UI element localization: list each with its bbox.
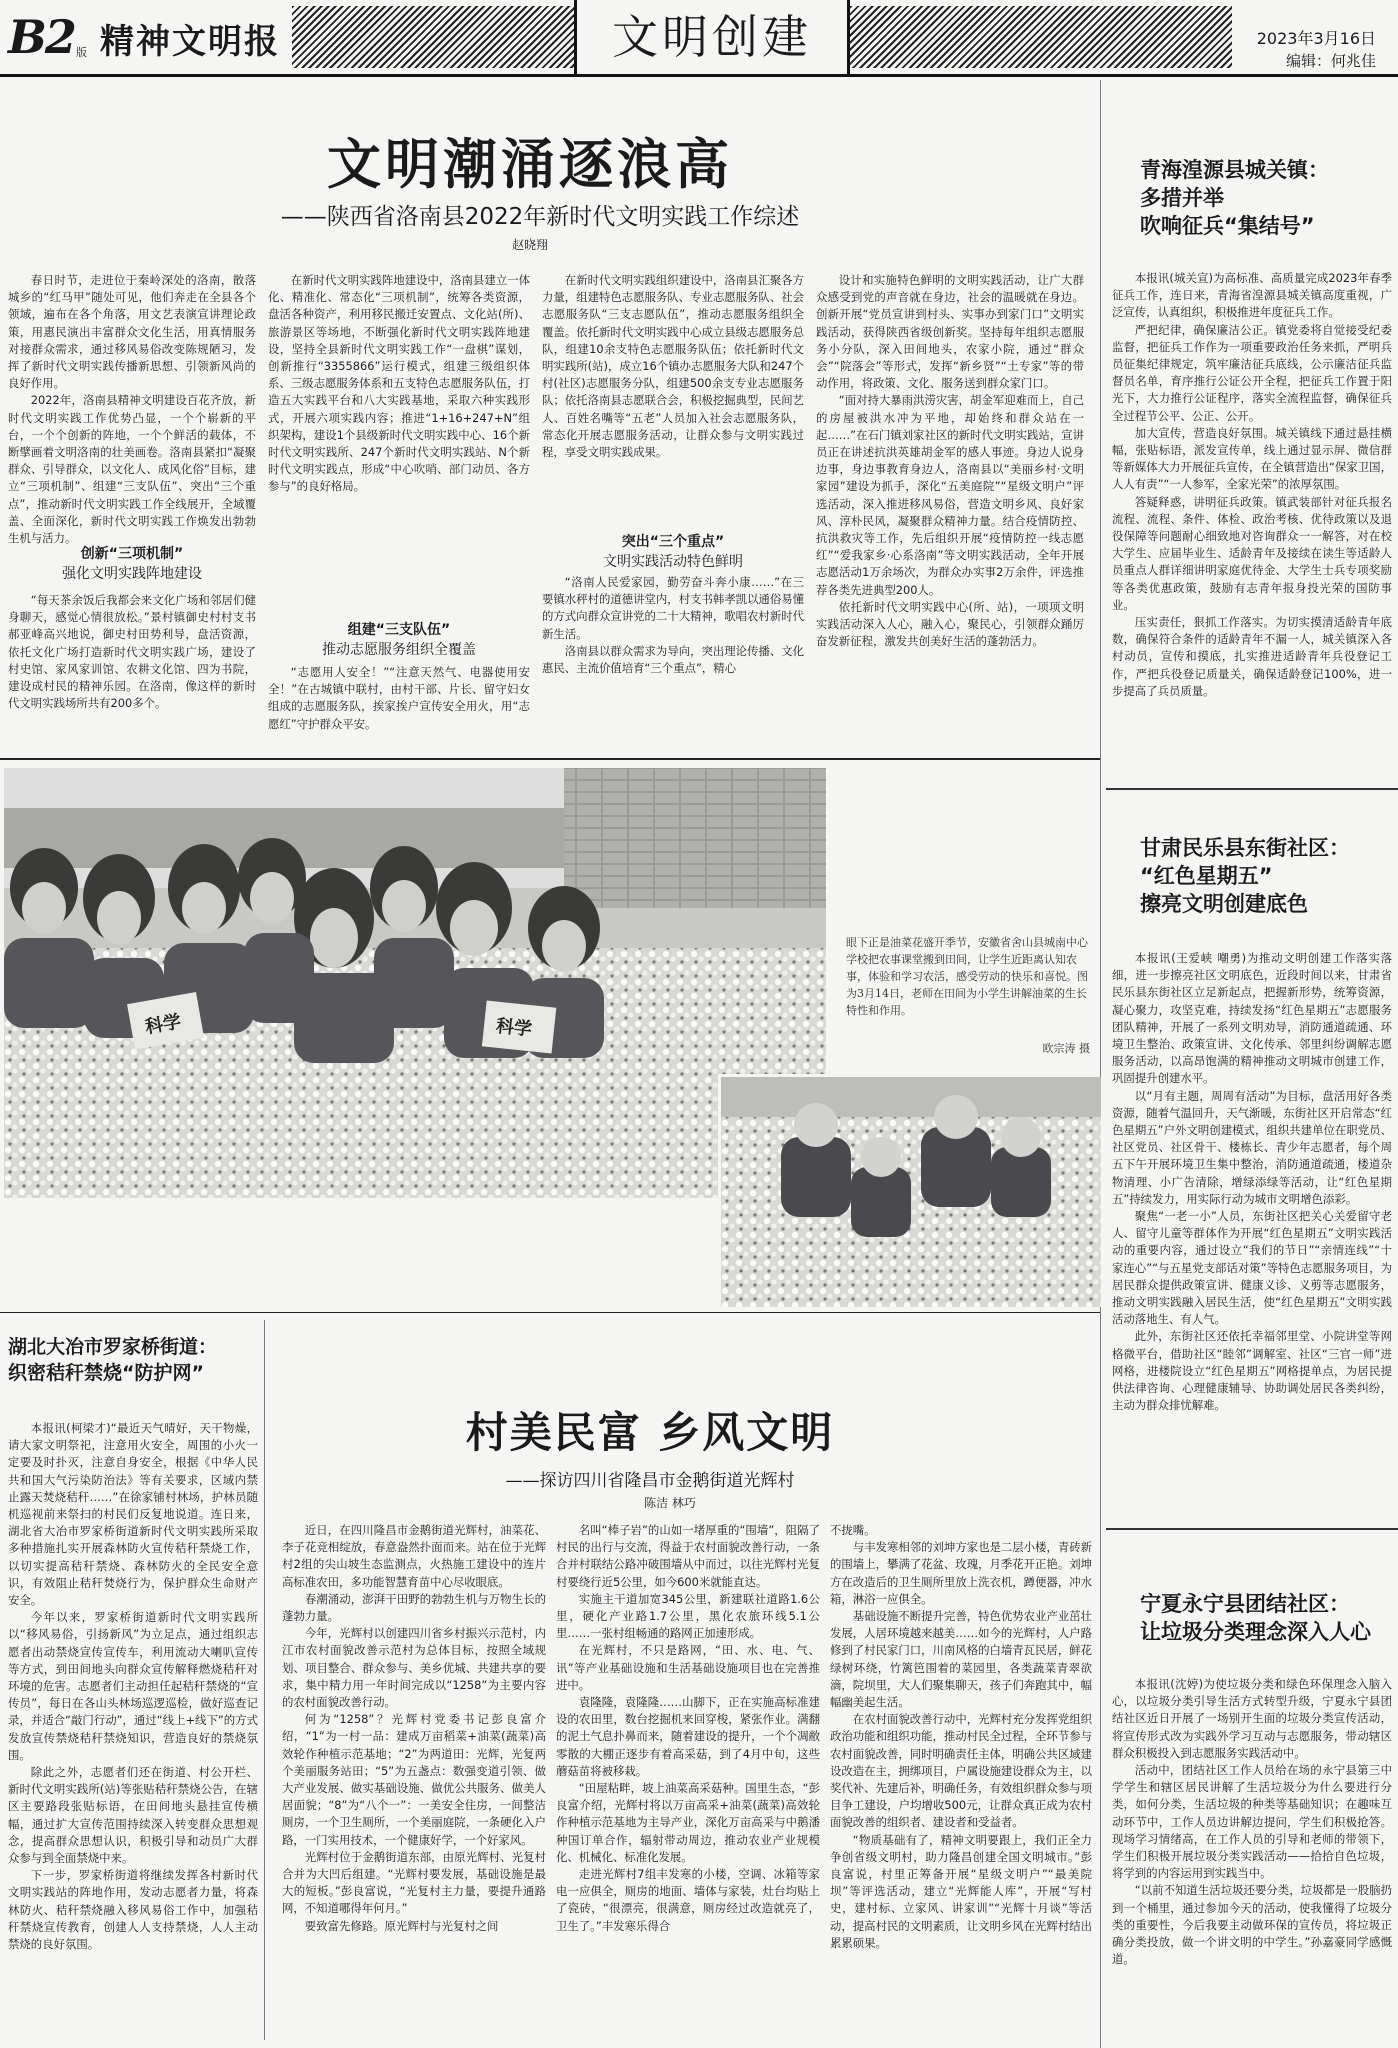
paragraph: 实施主干道加宽345公里，新建联社道路1.6公里，硬化产业路1.7公里，黑化农旅环线5.1公里……一张村组畅通的路网正加速形成。 xyxy=(556,1591,820,1641)
feature1-subhead-1 xyxy=(8,544,256,584)
feature2-column-1 xyxy=(282,1522,546,2042)
header-hatch-right xyxy=(850,6,1232,68)
paragraph: 本报讯(城关宣)为高标准、高质量完成2023年春季征兵工作，连日来，青海省湟源县城关镇高度重视，广泛宣传，认真组织，积极推进年度征兵工作。 xyxy=(1112,271,1392,320)
paragraph: 名叫“棒子岩”的山如一堵厚重的“围墙”，阻隔了村民的出行与交流，得益于农村面貌改善行动，一条合并村联结公路冲破围墙从中而过，以往光辉村光复村要绕行近5公里，如今600米就能直达。 xyxy=(556,1523,820,1589)
paragraph: 要致富先修路。原光辉村与光复村之间 xyxy=(304,1918,499,1933)
subhead-line: 突出“三个重点” xyxy=(621,534,725,550)
side2-headline xyxy=(1140,834,1390,918)
photo-top-rule xyxy=(0,758,1100,760)
paragraph: 光辉村位于金鹅街道东部，由原光辉村、光复村合并为大凹后组建。“光辉村要发展，基础设施是最大的短板。”彭良富说，“光复村主力量，要提升通路网，不知道哪得年何月。” xyxy=(282,1849,546,1916)
issue-date: 2023年3月16日 xyxy=(1256,29,1376,48)
inset-photo xyxy=(718,1074,1098,1304)
paragraph: 本报讯(王爱峡 嘲勇)为推动文明创建工作落实落细，进一步擦亮社区文明底色，近段时间以来，甘肃省民乐县东街社区立足新起点，把握新形势，统筹资源，凝心聚力，攻坚克难，持续发扬“红色星期五”志愿服务团队精神，开展了一系列文明劝导，消防通道疏通、环境卫生整治、政策宣讲、文化传承、邻里纠纷调解志愿服务活动，以高昂饱满的精神推动文明城市创建工作，巩固提升创建水平。 xyxy=(1112,951,1392,1086)
paragraph: “洛南人民爱家园，勤劳奋斗奔小康……”在三要镇水秤村的道德讲堂内，村支书韩孝凯以通俗易懂的方式向群众宣讲党的二十大精神，歌唱农村新时代新生活。 xyxy=(542,575,804,641)
sidebar-rule xyxy=(1106,788,1398,790)
paragraph: 本报讯(沈婷)为使垃圾分类和绿色环保理念入脑入心，以垃圾分类引导生活方式转型升级，宁夏永宁县团结社区近日开展了一场别开生面的垃圾分类宣传活动，将宣传形式改为实践外学习互动与志愿服务，带动辖区群众积极投入到志愿服务实践活动中。 xyxy=(1112,1677,1392,1760)
sidebar-rule xyxy=(1106,1528,1398,1530)
paragraph: 依托新时代文明实践中心(所、站)，一项项文明实践活动深入人心，融入心，聚民心，引领群众踊厉奋发新征程，激发共创美好生活的蓬勃活力。 xyxy=(816,599,1084,649)
feature2-byline: 陈洁 林巧 xyxy=(644,1496,696,1510)
sidebar-divider xyxy=(1100,80,1101,2048)
feature1-byline: 赵晓翔 xyxy=(511,238,548,252)
page-number: B2 xyxy=(8,10,75,64)
masthead: 精神文明报 xyxy=(100,22,280,62)
paragraph: 今年，光辉村以创建四川省乡村振兴示范村，内江市农村面貌改善示范村为总体目标，按照全域规划、项目整合、群众参与、美乡优城、共建共享的要求，集中精力用一年时间完成以“1258”为主要内容的农村面貌改善行动。 xyxy=(282,1626,546,1710)
paragraph: 此外，东街社区还依托幸福邻里堂、小院讲堂等网格微平台，借助社区“睦邻”调解室、社区“三官一师”进网格，进楼院设立“红色星期五”网格提单点，为居民提供法律咨询、心理健康辅导、协助调处居民各类纠纷，主动为群众排忧解难。 xyxy=(1112,1329,1392,1413)
column-divider xyxy=(264,1320,265,2040)
feature2-column-3 xyxy=(830,1522,1092,2042)
page-header xyxy=(0,0,1398,80)
subhead-line: 文明实践活动特色鲜明 xyxy=(603,554,743,570)
paragraph: 近日，在四川隆昌市金鹅街道光辉村，油菜花、李子花竞相绽放，春意盎然扑面而来。站在位于光辉村2组的尖山坡生态监测点，火热施工建设中的连片高标准农田，多功能智慧育苗中心尽收眼底。 xyxy=(282,1523,546,1589)
paragraph: “每天茶余饭后我都会来文化广场和邻居们健身聊天，感觉心情很放松。”景村镇御史村村支书郝亚峰高兴地说，御史村田势利导，盘活资源，依托文化广场打造新时代文明实践广场，建设了村史馆、家风家训馆、农耕文化馆、四为书院，建设成村民的精神乐园。在洛南，像这样的新时代文明实践场所共有200多个。 xyxy=(8,593,256,711)
headline-line: 甘肃民乐县东街社区： xyxy=(1140,836,1350,860)
paragraph: 本报讯(柯梁才)“最近天气晴好，天干物燥，请大家文明祭祀，注意用火安全，周围的小火一定要及时扑灭，注意自身安全，根据《中华人民共和国大气污染防治法》等有关要求，区域内禁止露天焚烧秸秆……”在徐家铺村林场，护林员随机巡视前来祭扫的村民们反复地说道。连日来，湖北省大冶市罗家桥街道新时代文明实践所采取多种措施扎实开展森林防火宣传秸秆禁烧工作，以切实提高秸秆禁烧、森林防火的全民安全意识，有效阻止秸秆焚烧行为，保护群众生命财产安全。 xyxy=(8,1421,258,1608)
paragraph: 2022年，洛南县精神文明建设百花齐放，新时代文明实践工作优势凸显，一个个崭新的平台，一个个创新的阵地，一个个鲜活的载体，不断擘画着文明洛南的壮美画卷。洛南县紧扣“凝聚群众、引导群众，以文化人、成风化俗”目标，建立“三项机制”、组建“三支队伍”、突出“三个重点”，推动新时代文明实践工作全线展开，全域覆盖、全面深化，新时代文明实践工作焕发出勃勃生机与活力。 xyxy=(8,393,256,546)
side1-body xyxy=(1112,270,1392,778)
feature1-subhead-2 xyxy=(268,620,530,660)
side2-body xyxy=(1112,950,1392,1516)
section-title: 文明创建 xyxy=(574,0,850,74)
paragraph: 在新时代文明实践阵地建设中，洛南县建立一体化、精准化、常态化“三项机制”，统筹各类资源，盘活各种资产，利用移民搬迁安置点、文化站(所)、旅游景区等场地，不断强化新时代文明实践阵地建设，坚持全县新时代文明实践工作“一盘棋”谋划，创新推行“3355866”运行模式，组建三级组织体系、三级志愿服务体系和五支特色志愿服务队伍，打造五大实践平台和八大实践基地，采取六种实践形式，开展六项实践内容；推进“1+16+247+N”组织架构，建设1个县级新时代文明实践中心、16个新时代文明实践所、247个新时代文明实践站、N个新时代文明实践点，形成“中心吹哨、部门动员、各方参与”的良好格局。 xyxy=(268,273,531,494)
paragraph: 加大宣传，营造良好氛围。城关镇线下通过悬挂横幅，张贴标语，派发宣传单，线上通过显示屏、微信群等新媒体大力开展征兵宣传，在全镇营造出“保家卫国，人人有责”“一人参军，全家光荣”的浓厚氛围。 xyxy=(1112,425,1392,492)
editor-credit: 编辑：何兆佳 xyxy=(1285,52,1376,70)
book-text: 科学 xyxy=(143,1011,183,1039)
paragraph: 活动中，团结社区工作人员给在场的永宁县第三中学学生和辖区居民讲解了生活垃圾分为什么要进行分类，如何分类，生活垃圾的种类等基础知识；在趣味互动环节中，工作人员边讲解边提问，学生们积极抢答。现场学习情绪高，在工作人员的引导和老师的带领下，学生们积极开展垃圾分类实践活动——拾拾自色垃圾，将学到的内容运用到实践当中。 xyxy=(1112,1763,1392,1881)
paragraph: 设计和实施特色鲜明的文明实践活动，让广大群众感受到党的声音就在身边，社会的温暖就在身边。创新开展“党员宣讲到村头、实事办到家门口”文明实践活动，获得陕西省级创新奖。坚持每年组织志愿服务小分队，深入田间地头，农家小院，通过“群众会”“院落会”等形式，发挥“新乡贤”“土专家”等的带动作用，将政策、文化、服务送到群众家门口。 xyxy=(816,273,1084,391)
feature1-column-3b xyxy=(542,574,804,722)
photo-students-field xyxy=(721,1077,1101,1307)
feature1-column-1b xyxy=(8,592,256,722)
headline-line: 湖北大冶市罗家桥街道： xyxy=(8,1336,218,1358)
paragraph: 春潮涌动，澎湃干田野的勃勃生机与万物生长的蓬勃力量。 xyxy=(282,1591,546,1624)
paragraph: 在新时代文明实践组织建设中，洛南县汇聚各方力量，组建特色志愿服务队、专业志愿服务队、社会志愿服务队“三支志愿队伍”，推动志愿服务组织全覆盖。依托新时代文明实践中心成立县级志愿服务总队，组建10余支特色志愿服务队伍；依托新时代文明实践所(站)，成立16个镇办志愿服务大队和247个村(社区)志愿服务分队，组建500余支专业志愿服务队；依托洛南县志愿联合会，积极挖掘典型，民间艺人、百姓名嘴等“五老”人员加入社会志愿服务队，常态化开展志愿服务活动，让群众参与文明实践过程，享受文明实践成果。 xyxy=(542,273,805,460)
paragraph: 何为“1258”？光辉村党委书记彭良富介绍，“1”为一村一品：建成万亩稻菜+油菜(蔬菜)高效轮作种植示范基地；“2”为两道田：光辉，光复两个美丽服务站田；“5”为五盏点：数强变道引领、做大产业发展、做实基础设施、做优公共服务、做美人居面貌；“8”为“八个一”：一美安全住房，一间整洁厕房，一个卫生厕所，一个美丽庭院，一条硬化入户路，一门实用技术，一个健康好学，一个好家风。 xyxy=(282,1712,546,1847)
feature1-subtitle: ——陕西省洛南县2022年新时代文明实践工作综述 xyxy=(280,204,800,230)
paragraph: 以“月有主题，周周有活动”为目标，盘活用好各类资源，随着气温回升，天气渐暖，东街社区开启常态“红色星期五”户外文明创建模式，组织共建单位在职党员、社区党员、社区骨干、楼栋长、青少年志愿者，每个周五下午开展环境卫生集中整治，消防通道疏通，楼道杂物清理、小广告清除，增绿添绿等活动，让“红色星期五”持续发力，用实际行动为城市文明增色添彩。 xyxy=(1112,1088,1392,1206)
subhead-line: 创新“三项机制” xyxy=(80,546,184,562)
photo-bottom-rule xyxy=(0,1312,1100,1313)
paragraph: “物质基础有了，精神文明要跟上，我们正全力争创省级文明村，助力隆昌创建全国文明城市。”彭良富说，村里正筹备开展“星级文明户”“最美院坝”等评选活动，建立“光辉能人库”，开展“写村史，建村标、立家风、讲家训”“光辉十月谈”等活动，提高村民的文明素质，让文明乡风在光辉村结出累累硕果。 xyxy=(830,1832,1092,1950)
headline-line: 吹响征兵“集结号” xyxy=(1140,214,1315,238)
feature1-column-2 xyxy=(268,272,530,612)
paragraph: 答疑释惑，讲明征兵政策。镇武装部针对征兵报名流程、流程、条件、体检、政治考核、优待政策以及退役保障等问题耐心细致地对咨询群众一一解答，对在校大学生、应届毕业生、适龄青年及接续在读生等适龄人员重点人群详细讲明家庭优待金、大学生士兵专项奖励等各类优惠政策，鼓励有志青年报身投光荣的国防事业。 xyxy=(1112,494,1392,612)
feature2-column-2 xyxy=(556,1522,820,2042)
feature1-column-4 xyxy=(816,272,1084,722)
subhead-line: 推动志愿服务组织全覆盖 xyxy=(322,642,476,658)
feature1-title: 文明潮涌逐浪高 xyxy=(327,133,733,196)
main-photo xyxy=(4,768,826,1198)
photo-caption: 眼下正是油菜花盛开季节，安徽省舍山县城南中心学校把农事课堂搬到田间，让学生近距离认知农事，体验和学习农活，感受劳动的快乐和喜悦。图为3月14日，老师在田间为小学生讲解油菜的生长特性和作用。 xyxy=(846,936,1088,1017)
headline-line: 让垃圾分类理念深入人心 xyxy=(1140,1620,1371,1644)
feature2-title: 村美民富 乡风文明 xyxy=(465,1408,835,1457)
paragraph: “志愿用人安全！”“注意天然气、电器使用安全！”在古城镇中联村，由村干部、片长、留守妇女组成的志愿服务队，挨家挨户宣传安全用火，用“志愿红”守护群众平安。 xyxy=(268,665,530,731)
side4-body xyxy=(8,1420,258,2042)
headline-line: 擦亮文明创建底色 xyxy=(1140,892,1308,916)
headline-line: “红色星期五” xyxy=(1140,864,1273,888)
paragraph: 在农村面貌改善行动中，光辉村充分发挥党组织政治功能和组织功能，推动村民全过程，全环节参与农村面貌改善，同时明确责任主体，明确公共区域建设改造在主，拥绑项目，户属设施建设群众为主，以奖代补、先建后补，明确任务，有效组织群众参与项目争工建设，户均增收500元，让群众真正成为农村面貌改善的组织者、建设者和受益者。 xyxy=(830,1712,1093,1830)
paragraph: 洛南县以群众需求为导向，突出理论传播、文化惠民、主流价值培育“三个重点”，精心 xyxy=(542,643,805,676)
photo-rapeseed-field xyxy=(4,768,826,1198)
book-text: 科学 xyxy=(494,1015,533,1041)
feature1-column-1 xyxy=(8,272,256,546)
header-hatch-left xyxy=(292,6,574,68)
headline-line: 织密秸秆禁烧“防护网” xyxy=(8,1362,204,1384)
page-suffix: 版 xyxy=(76,46,87,59)
side3-body xyxy=(1112,1676,1392,2040)
feature1-column-2b xyxy=(268,664,530,731)
paragraph: 袁隆隆，袁隆隆……山脚下，正在实施高标准建设的农田里，数台挖掘机来回穿梭，紧张作业。满翻的泥土气息扑鼻而来，随着建设的提升，一个个凋敝零散的大棚正逐步有着高采菇，到了4月中旬，这些蘑菇苗将被移栽。 xyxy=(556,1695,820,1778)
paragraph: 与丰发寒相邻的刘坤方家也是二层小楼，青砖新的围墙上，攀满了花盆、玫瑰，月季花开正艳。刘坤方在改造后的卫生厕所里放上洗衣机，蹲便器，冲水箱，淋浴一应俱全。 xyxy=(830,1540,1093,1606)
side1-headline xyxy=(1140,156,1390,240)
side4-headline xyxy=(8,1334,258,1386)
paragraph: 下一步，罗家桥街道将继续发挥各村新时代文明实践站的阵地作用，发动志愿者力量，将森林防火、秸秆禁烧融入移风易俗工作中，加强秸秆禁烧宣传教育，创建人人支持禁烧，人人主动禁烧的良好氛围。 xyxy=(8,1868,258,1952)
feature1-column-3 xyxy=(542,272,804,496)
paragraph: 不拢嘴。 xyxy=(830,1523,876,1537)
paragraph: 基础设施不断提升完善，特色优势农业产业茁壮发展，人居环境越来越美……如今的光辉村，人户路修到了村民家门口，川南风格的白墙青瓦民居，鲜花绿树环绕，竹篱笆围着的菜园里，各类蔬菜青翠欲滴，院坝里，大人们聚集聊天，孩子们奔跑其中，幅幅幽美起生活。 xyxy=(830,1609,1093,1710)
paragraph: 除此之外，志愿者们还在街道、村公开栏、新时代文明实践所(站)等张贴秸秆禁烧公告，在辖区主要路段张贴标语，在田间地头悬挂宣传横幅，通过扩大宣传范围持续深入转变群众思想观念，提高群众思想认识，积极引导和动员广大群众参与到全面禁烧中来。 xyxy=(8,1765,258,1866)
side3-headline xyxy=(1140,1590,1390,1646)
paragraph: 春日时节，走进位于秦岭深处的洛南，散落城乡的“红马甲”随处可见，他们奔走在全县各个领域，遍布在各个角落，用文艺表演宣讲理论政策，用惠民演出丰富群众文化生活，用真情服务对接群众需求，通过移风易俗改变陈规陋习，发挥了新时代文明实践传播新思想、引领新风尚的良好作用。 xyxy=(8,273,256,391)
paragraph: 严把纪律，确保廉洁公正。镇党委将自觉接受纪委监督，把征兵工作作为一项重要政治任务来抓，严明兵员征集纪律规定，筑牢廉洁征兵底线，公示廉洁征兵监督员名单，育序推行公证公开全程，把征兵工作置于阳光下，大力推行公证程序，落实全流程监督，确保征兵全过程节公平、公正、公开。 xyxy=(1112,322,1392,423)
paragraph: 走进光辉村7组丰发寒的小楼，空调、冰箱等家电一应俱全，厕房的地面、墙体与家装，灶台均贴上了瓷砖，“很漂亮，很满意，厕房经过改造就亮了，卫生了。”丰发寒乐得合 xyxy=(556,1867,820,1933)
subhead-line: 强化文明实践阵地建设 xyxy=(62,566,202,582)
headline-line: 多措并举 xyxy=(1140,186,1224,210)
header-rule xyxy=(0,74,1398,77)
headline-line: 青海湟源县城关镇： xyxy=(1140,158,1329,182)
paragraph: 压实责任，狠抓工作落实。为切实摸清适龄青年底数，确保符合条件的适龄青年不漏一人，城关镇深入各村动员，宣传和摸底，扎实推进适龄青年兵役登记工作，严把兵役登记质量关，确保适龄登记100%，进一步提高了兵员质量。 xyxy=(1112,615,1392,698)
paragraph: 今年以来，罗家桥街道新时代文明实践所以“移风易俗，引扬新风”为立足点，通过组织志愿者出动禁烧宣传宣传车，利用流动大喇叭宣传等方式，到田间地头向群众宣传解释燃烧秸秆对环境的危害。志愿者们主动担任起秸秆禁烧的“宣传员”，每日在各山头林场巡逻巡检，做好巡查记录，并适合“敲门行动”，通过“线上+线下”的方式发放宣传禁烧秸秆禁烧知识，营造良好的禁烧氛围。 xyxy=(8,1610,258,1762)
photo-credit: 欧宗涛 摄 xyxy=(1042,1042,1090,1055)
feature1-subhead-3 xyxy=(542,532,804,572)
paragraph: 在光辉村，不只是路网，“田、水、电、气、讯”等产业基础设施和生活基础设施项目也在完善推进中。 xyxy=(556,1643,820,1692)
subhead-line: 组建“三支队伍” xyxy=(347,622,451,638)
paragraph: 聚焦“一老一小”人员，东街社区把关心关爱留守老人、留守儿童等群体作为开展“红色星期五”文明实践活动的重要内容，通过设立“我们的节日”“亲情连线”“十家连心”“与五星党支部话对策”等特色志愿服务项目，为居民群众提供政策宣讲、健康义诊、义剪等志愿服务，推动文明实践融入居民生活，使“红色星期五”文明实践活动落地生、有人气。 xyxy=(1112,1209,1392,1327)
feature2-subtitle: ——探访四川省隆昌市金鹅街道光辉村 xyxy=(505,1471,795,1491)
paragraph: “田屋粘畔，坡上油菜高采菇种。国里生态，“彭良富介绍，光辉村将以万亩高采+油菜(蔬菜)高效轮作种植示范基地为主导产业，深化万亩高采与中鹅潘种国订单合作，辐射带动周边，推动农业产业规模化、机械化、标准化发展。 xyxy=(556,1781,820,1864)
paragraph: “以前不知道生活垃圾还要分类，垃圾都是一股脑扔到一个桶里，通过参加今天的活动，使我懂得了垃圾分类的重要性，今后我要主动做环保的宣传员，将垃圾正确分类投放，做一个讲文明的中学生。”孙嘉豪同学感慨道。 xyxy=(1112,1883,1392,1967)
headline-line: 宁夏永宁县团结社区： xyxy=(1140,1592,1350,1616)
paragraph: “面对持大暴雨洪涝灾害，胡金军迎难而上，自己的房屋被洪水冲为平地，却始终和群众站在一起……”在石门镇刘家社区的新时代文明实践站，宣讲员正在讲述抗洪英雄胡金军的感人事迹。身边人说身边事，身边事教育身边人，洛南县以“美丽乡村·文明家园”建设为抓手，深化“五美庭院”“星级文明户”评选活动，深入推进移风易俗，营造文明乡风、良好家风、淳朴民风，凝聚群众精神力量。结合疫情防控、抗洪救灾等工作，先后组织开展“疫情防控一线志愿红”“爱我家乡·心系洛南”等文明实践活动，全年开展志愿活动1万余场次，为群众办实事2万余件，评选推荐各类先进典型200人。 xyxy=(816,393,1084,597)
